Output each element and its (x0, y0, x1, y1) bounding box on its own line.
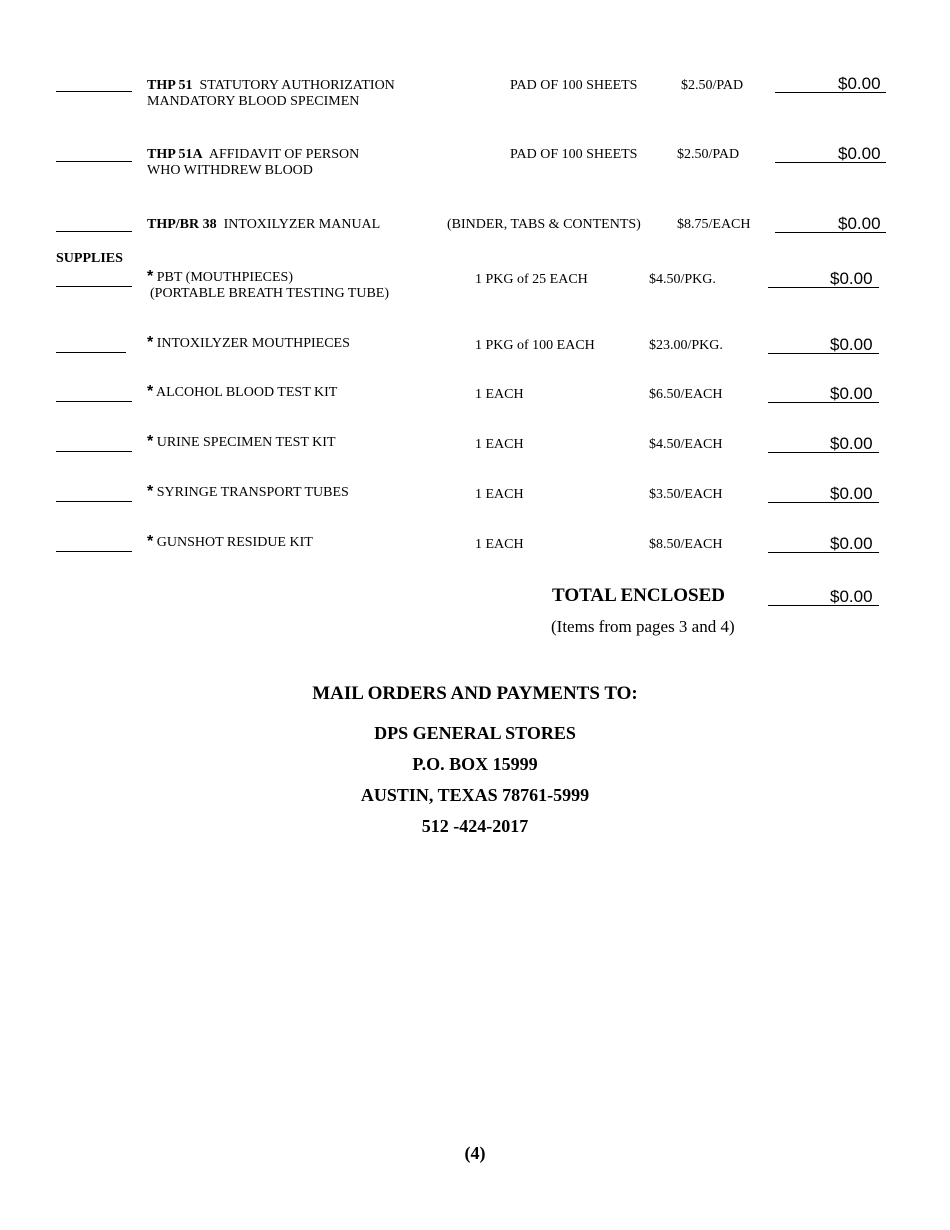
amount-value: $0.00 (830, 434, 873, 453)
asterisk-marker: * (147, 433, 154, 450)
form-code: THP 51A (147, 147, 203, 162)
amount-value: $0.00 (830, 484, 873, 503)
unit-price: $3.50/EACH (649, 487, 723, 502)
unit-description: 1 PKG of 25 EACH (475, 272, 588, 287)
unit-price: $4.50/EACH (649, 437, 723, 452)
unit-description: 1 PKG of 100 EACH (475, 338, 595, 353)
total-amount-value: $0.00 (830, 587, 873, 606)
unit-description: 1 EACH (475, 537, 524, 552)
quantity-line[interactable] (56, 451, 132, 452)
amount-value: $0.00 (838, 214, 881, 233)
supply-description: * SYRINGE TRANSPORT TUBES (147, 483, 349, 500)
mail-phone: 512 -424-2017 (421, 816, 529, 836)
supply-description: * URINE SPECIMEN TEST KIT (147, 433, 336, 450)
supply-description: * ALCOHOL BLOOD TEST KIT (147, 383, 338, 400)
unit-description: PAD OF 100 SHEETS (510, 78, 638, 93)
quantity-line[interactable] (56, 501, 132, 502)
unit-description: 1 EACH (475, 437, 524, 452)
amount-value: $0.00 (830, 269, 873, 288)
asterisk-marker: * (147, 334, 154, 351)
mail-city: AUSTIN, TEXAS 78761-5999 (360, 785, 590, 805)
amount-value: $0.00 (830, 534, 873, 553)
supplies-heading: SUPPLIES (56, 251, 123, 266)
unit-description: (BINDER, TABS & CONTENTS) (447, 217, 641, 232)
quantity-line[interactable] (56, 352, 126, 353)
unit-description: PAD OF 100 SHEETS (510, 147, 638, 162)
quantity-line[interactable] (56, 161, 132, 162)
unit-price: $6.50/EACH (649, 387, 723, 402)
asterisk-marker: * (147, 268, 154, 285)
supply-description: * PBT (MOUTHPIECES) (PORTABLE BREATH TESTING TUBE) (147, 268, 390, 301)
form-description: THP 51A AFFIDAVIT OF PERSON WHO WITHDREW BLOOD (147, 147, 360, 178)
mail-recipient: DPS GENERAL STORES (374, 723, 576, 743)
supply-description: * GUNSHOT RESIDUE KIT (147, 533, 313, 550)
amount-value: $0.00 (830, 384, 873, 403)
asterisk-marker: * (147, 533, 154, 550)
mail-po-box: P.O. BOX 15999 (412, 754, 538, 774)
quantity-line[interactable] (56, 91, 132, 92)
total-label: TOTAL ENCLOSED (552, 585, 725, 606)
unit-description: 1 EACH (475, 387, 524, 402)
quantity-line[interactable] (56, 401, 132, 402)
quantity-line[interactable] (56, 551, 132, 552)
amount-value: $0.00 (838, 144, 881, 163)
unit-price: $2.50/PAD (681, 78, 744, 93)
quantity-line[interactable] (56, 286, 132, 287)
form-description: THP 51 STATUTORY AUTHORIZATION MANDATORY BLOOD SPECIMEN (147, 78, 395, 109)
mail-heading: MAIL ORDERS AND PAYMENTS TO: (312, 683, 638, 704)
unit-price: $4.50/PKG. (649, 272, 716, 287)
quantity-line[interactable] (56, 231, 132, 232)
unit-price: $8.50/EACH (649, 537, 723, 552)
asterisk-marker: * (147, 383, 154, 400)
form-description: THP/BR 38 INTOXILYZER MANUAL (147, 217, 381, 232)
amount-value: $0.00 (830, 335, 873, 354)
form-code: THP/BR 38 (147, 217, 217, 232)
page-number: (4) (464, 1143, 486, 1163)
supply-description: * INTOXILYZER MOUTHPIECES (147, 334, 350, 351)
total-note: (Items from pages 3 and 4) (551, 617, 735, 636)
unit-price: $2.50/PAD (677, 147, 740, 162)
form-code: THP 51 (147, 78, 193, 93)
unit-description: 1 EACH (475, 487, 524, 502)
asterisk-marker: * (147, 483, 154, 500)
unit-price: $23.00/PKG. (649, 338, 723, 353)
unit-price: $8.75/EACH (677, 217, 751, 232)
amount-value: $0.00 (838, 74, 881, 93)
